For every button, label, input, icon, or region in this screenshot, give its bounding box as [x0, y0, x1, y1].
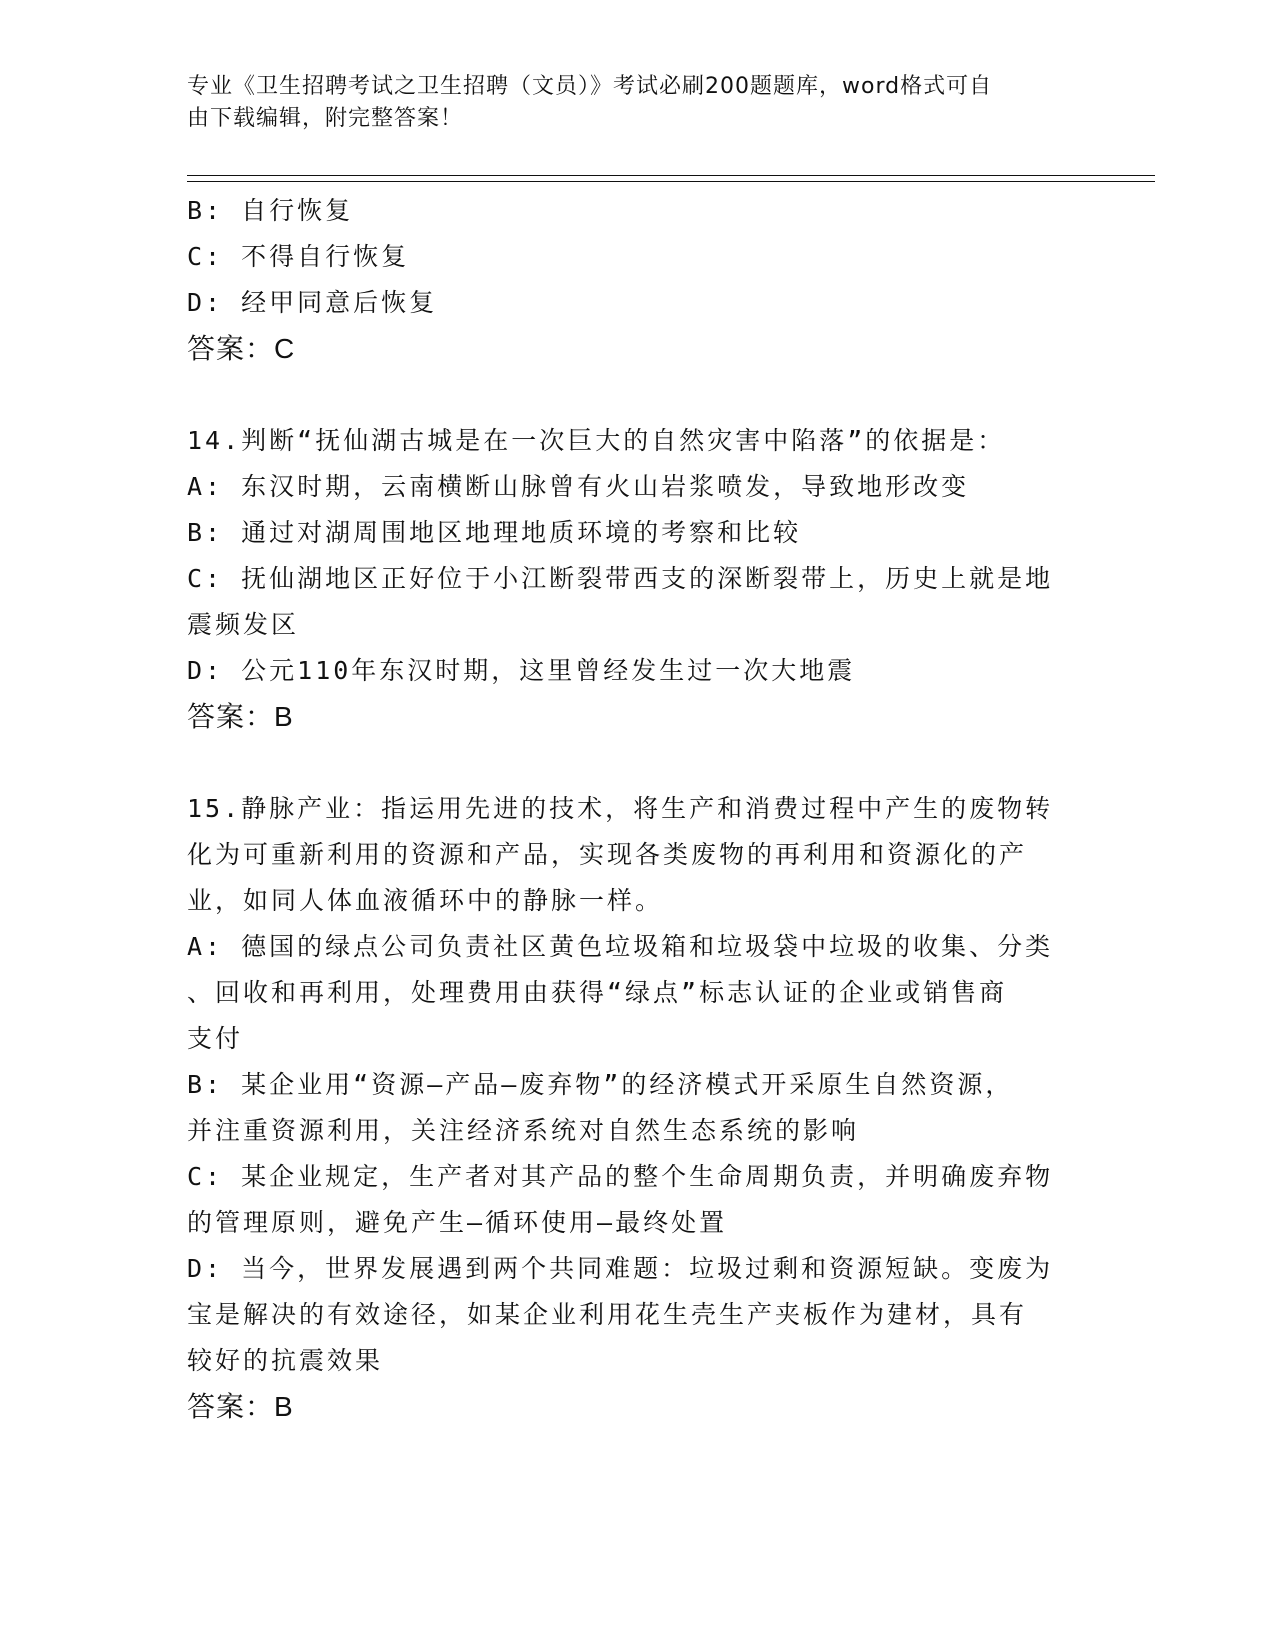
question-content — [187, 188, 1087, 1430]
question-15 — [187, 786, 1087, 1430]
q15-option-d-line-1: D: 当今，世界发展遇到两个共同难题：垃圾过剩和资源短缺。变废为 — [187, 1254, 1054, 1283]
q15-option-b-line-2: 并注重资源利用，关注经济系统对自然生态系统的影响 — [187, 1116, 860, 1145]
q14-option-d: D: 公元110年东汉时期，这里曾经发生过一次大地震 — [187, 656, 856, 685]
header-line-2: 由下载编辑，附完整答案！ — [187, 106, 464, 131]
q14-option-b: B: 通过对湖周围地区地理地质环境的考察和比较 — [187, 518, 802, 547]
q15-option-c-line-1: C: 某企业规定，生产者对其产品的整个生命周期负责，并明确废弃物 — [187, 1162, 1054, 1191]
header-line-1: 专业《卫生招聘考试之卫生招聘（文员）》考试必刷200题题库，word格式可自 — [187, 74, 993, 99]
q13-answer: 答案：C — [187, 333, 296, 364]
q14-stem: 14.判断“抚仙湖古城是在一次巨大的自然灾害中陷落”的依据是： — [187, 426, 1006, 455]
q15-option-c-line-2: 的管理原则，避免产生—循环使用—最终处置 — [187, 1208, 728, 1237]
spacer — [187, 372, 1087, 418]
q14-option-a: A: 东汉时期，云南横断山脉曾有火山岩浆喷发，导致地形改变 — [187, 472, 970, 501]
header-divider-bottom — [187, 181, 1155, 182]
q14-option-c-line-1: C: 抚仙湖地区正好位于小江断裂带西支的深断裂带上，历史上就是地 — [187, 564, 1054, 593]
q13-option-d: D: 经甲同意后恢复 — [187, 288, 438, 317]
q14-option-c-line-2: 震频发区 — [187, 610, 300, 639]
q15-option-a-line-3: 支付 — [187, 1024, 244, 1053]
header-divider-top — [187, 175, 1155, 176]
q15-option-a-line-1: A: 德国的绿点公司负责社区黄色垃圾箱和垃圾袋中垃圾的收集、分类 — [187, 932, 1054, 961]
q15-option-d-line-3: 较好的抗震效果 — [187, 1346, 384, 1375]
question-13 — [187, 188, 1087, 372]
q15-stem-line-2: 化为可重新利用的资源和产品，实现各类废物的再利用和资源化的产 — [187, 840, 1028, 869]
q15-option-b-line-1: B: 某企业用“资源—产品—废弃物”的经济模式开采原生自然资源， — [187, 1070, 1014, 1099]
q14-answer: 答案：B — [187, 701, 294, 732]
q15-option-a-line-2: 、回收和再利用，处理费用由获得“绿点”标志认证的企业或销售商 — [187, 978, 1008, 1007]
question-14 — [187, 418, 1087, 740]
document-header — [187, 71, 1087, 135]
q13-option-c: C: 不得自行恢复 — [187, 242, 410, 271]
q15-stem-line-3: 业，如同人体血液循环中的静脉一样。 — [187, 886, 664, 915]
q13-option-b: B: 自行恢复 — [187, 196, 354, 225]
spacer — [187, 740, 1087, 786]
q15-answer: 答案：B — [187, 1391, 294, 1422]
q15-option-d-line-2: 宝是解决的有效途径，如某企业利用花生壳生产夹板作为建材，具有 — [187, 1300, 1028, 1329]
q15-stem-line-1: 15.静脉产业：指运用先进的技术，将生产和消费过程中产生的废物转 — [187, 794, 1054, 823]
